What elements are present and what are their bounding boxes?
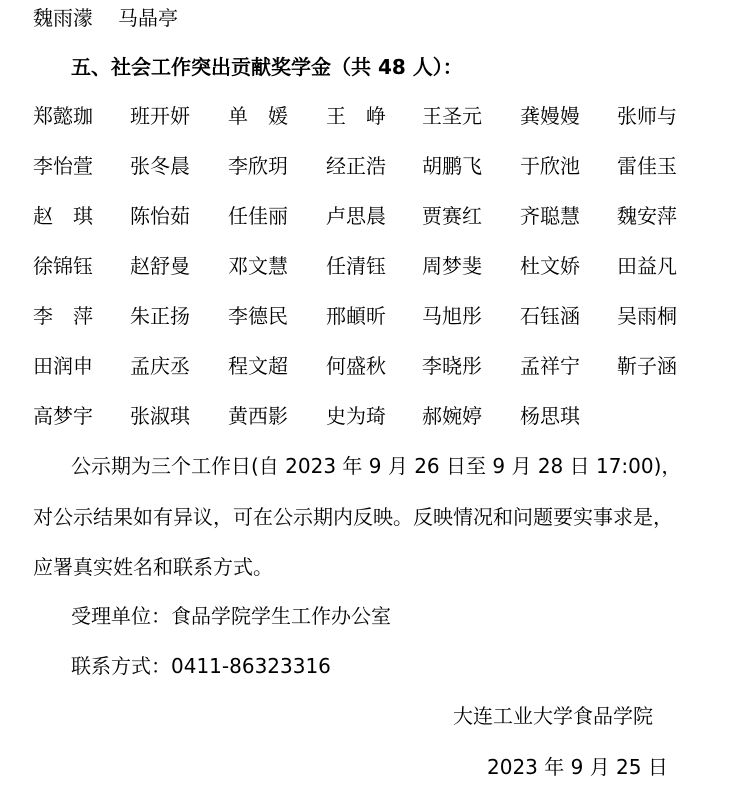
top-name-2: 马晶亭 [118,6,178,30]
name-cell: 孟祥宁 [520,354,580,378]
name-cell: 高梦宇 [33,404,93,428]
name-cell: 赵 琪 [33,204,93,228]
name-cell: 郑懿珈 [33,104,93,128]
name-cell: 魏安萍 [617,204,677,228]
name-cell: 李德民 [228,304,288,328]
name-cell: 龚嫚嫚 [520,104,580,128]
name-cell: 郝婉婷 [422,404,482,428]
name-cell: 田润申 [33,354,93,378]
name-cell: 于欣池 [520,154,580,178]
name-cell: 张淑琪 [130,404,190,428]
name-cell: 李怡萱 [33,154,93,178]
contact-phone: 联系方式：0411-86323316 [71,654,331,678]
name-cell: 周梦斐 [422,254,482,278]
top-name-1: 魏雨濛 [33,6,93,30]
name-cell: 任清钰 [326,254,386,278]
name-cell: 黄西影 [228,404,288,428]
name-cell: 李 萍 [33,304,93,328]
name-cell: 朱正扬 [130,304,190,328]
name-cell: 张冬晨 [130,154,190,178]
name-cell: 杜文娇 [520,254,580,278]
name-cell: 吴雨桐 [617,304,677,328]
name-cell: 李晓彤 [422,354,482,378]
name-cell: 杨思琪 [520,404,580,428]
name-cell: 胡鹏飞 [422,154,482,178]
name-cell: 马旭彤 [422,304,482,328]
name-cell: 何盛秋 [326,354,386,378]
name-cell: 齐聪慧 [520,204,580,228]
name-cell: 史为琦 [326,404,386,428]
name-cell: 任佳丽 [228,204,288,228]
name-cell: 卢思晨 [326,204,386,228]
name-cell: 邓文慧 [228,254,288,278]
contact-unit: 受理单位：食品学院学生工作办公室 [71,604,391,628]
name-cell: 陈怡茹 [130,204,190,228]
name-cell: 孟庆丞 [130,354,190,378]
name-cell: 靳子涵 [617,354,677,378]
name-cell: 石钰涵 [520,304,580,328]
name-cell: 王圣元 [422,104,482,128]
name-cell: 雷佳玉 [617,154,677,178]
name-cell: 田益凡 [617,254,677,278]
name-cell: 徐锦钰 [33,254,93,278]
name-cell: 王 峥 [326,104,386,128]
section-heading: 五、社会工作突出贡献奖学金（共 48 人）： [71,55,463,79]
notice-line-2: 对公示结果如有异议，可在公示期内反映。反映情况和问题要实事求是， [33,505,673,529]
notice-line-1: 公示期为三个工作日(自 2023 年 9 月 26 日至 9 月 28 日 17:00)， [71,454,682,478]
signature-date: 2023 年 9 月 25 日 [487,755,668,779]
name-cell: 单 媛 [228,104,288,128]
notice-line-3: 应署真实姓名和联系方式。 [33,555,273,579]
name-cell: 张师与 [617,104,677,128]
name-cell: 李欣玥 [228,154,288,178]
signature-org: 大连工业大学食品学院 [453,704,653,728]
name-cell: 赵舒曼 [130,254,190,278]
name-cell: 班开妍 [130,104,190,128]
name-cell: 程文超 [228,354,288,378]
name-cell: 邢頔昕 [326,304,386,328]
name-cell: 经正浩 [326,154,386,178]
name-cell: 贾赛红 [422,204,482,228]
